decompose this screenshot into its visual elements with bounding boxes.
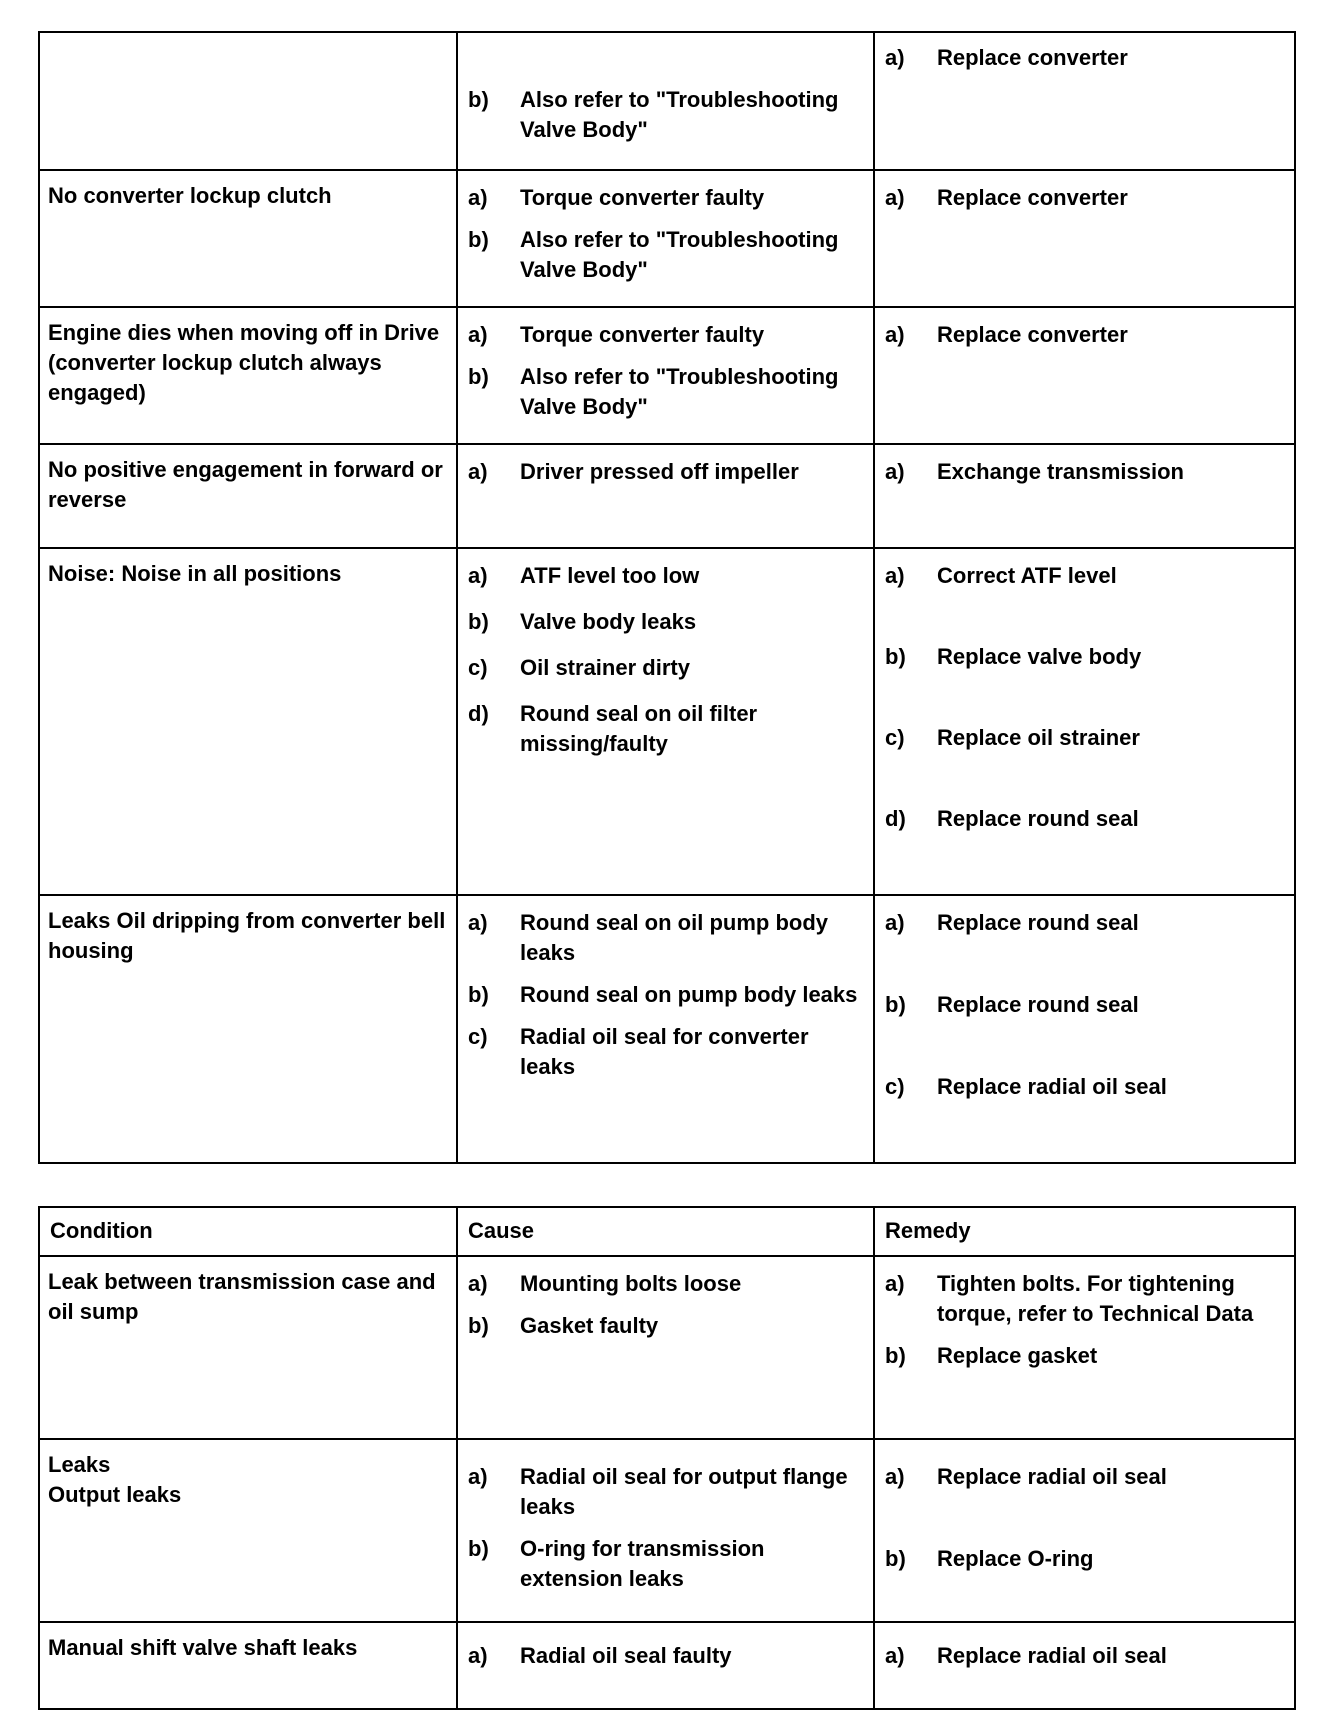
- table-row: [39, 548, 1295, 895]
- condition-cell: Leaks Oil dripping from converter bell housing: [39, 895, 457, 1163]
- cause-cell: [457, 32, 874, 170]
- condition-cell: No converter lockup clutch: [39, 170, 457, 307]
- remedy-item: a) Replace radial oil seal: [885, 1464, 1167, 1489]
- cause-cell: [457, 444, 874, 548]
- condition-cell: Leak between transmission case and oil sump: [39, 1256, 457, 1439]
- column-header-condition: Condition: [39, 1207, 457, 1256]
- remedy-cell: [874, 548, 1295, 895]
- condition-cell: Noise: Noise in all positions: [39, 548, 457, 895]
- condition-cell: [39, 32, 457, 170]
- cause-cell: [457, 895, 874, 1163]
- cause-item: a) ATF level too low: [468, 563, 700, 588]
- column-header-cause: Cause: [457, 1207, 874, 1256]
- cause-item: c) Oil strainer dirty: [468, 655, 690, 680]
- troubleshooting-table-continued: [38, 31, 1296, 1164]
- table-row: [39, 444, 1295, 548]
- cause-item: d) Round seal on oil filter missing/faulty: [468, 701, 758, 756]
- cause-item: b) Also refer to "Troubleshooting Valve Body": [468, 87, 839, 142]
- cause-item: a) Round seal on oil pump body leaks: [468, 910, 828, 965]
- condition-cell: Leaks Output leaks: [39, 1439, 457, 1622]
- table-row: [39, 32, 1295, 170]
- cause-cell: [457, 548, 874, 895]
- cause-item: a) Torque converter faulty: [468, 185, 765, 210]
- troubleshooting-table: [38, 1206, 1296, 1710]
- cause-item: b) Valve body leaks: [468, 609, 697, 634]
- remedy-item: a) Replace converter: [885, 322, 1128, 347]
- remedy-item: a) Tighten bolts. For tightening torque, refer to Technical Data: [885, 1271, 1254, 1326]
- table-header-row: [39, 1207, 1295, 1256]
- cause-cell: [457, 307, 874, 444]
- cause-item: a) Torque converter faulty: [468, 322, 765, 347]
- remedy-cell: [874, 307, 1295, 444]
- cause-item: a) Mounting bolts loose: [468, 1271, 742, 1296]
- remedy-cell: [874, 1256, 1295, 1439]
- cause-item: b) Also refer to "Troubleshooting Valve Body": [468, 364, 839, 419]
- remedy-item: a) Replace converter: [885, 185, 1128, 210]
- remedy-item: c) Replace oil strainer: [885, 725, 1140, 750]
- remedy-item: a) Exchange transmission: [885, 459, 1184, 484]
- cause-item: a) Driver pressed off impeller: [468, 459, 799, 484]
- remedy-cell: [874, 1439, 1295, 1622]
- remedy-item: a) Replace converter: [885, 45, 1128, 70]
- table-row: [39, 1439, 1295, 1622]
- table-row: [39, 1256, 1295, 1439]
- remedy-item: b) Replace gasket: [885, 1343, 1098, 1368]
- cause-item: b) Round seal on pump body leaks: [468, 982, 858, 1007]
- cause-cell: [457, 170, 874, 307]
- column-header-remedy: Remedy: [874, 1207, 1295, 1256]
- remedy-item: b) Replace valve body: [885, 644, 1142, 669]
- table-row: [39, 895, 1295, 1163]
- cause-cell: [457, 1256, 874, 1439]
- condition-cell: Manual shift valve shaft leaks: [39, 1622, 457, 1709]
- table-row: [39, 307, 1295, 444]
- remedy-item: a) Replace radial oil seal: [885, 1643, 1167, 1668]
- cause-item: c) Radial oil seal for converter leaks: [468, 1024, 809, 1079]
- remedy-cell: [874, 170, 1295, 307]
- cause-item: b) Gasket faulty: [468, 1313, 659, 1338]
- remedy-cell: [874, 895, 1295, 1163]
- remedy-item: a) Replace round seal: [885, 910, 1139, 935]
- remedy-cell: [874, 1622, 1295, 1709]
- cause-cell: [457, 1622, 874, 1709]
- remedy-cell: [874, 444, 1295, 548]
- remedy-item: a) Correct ATF level: [885, 563, 1117, 588]
- remedy-cell: [874, 32, 1295, 170]
- condition-cell: No positive engagement in forward or reverse: [39, 444, 457, 548]
- cause-item: a) Radial oil seal for output flange leaks: [468, 1464, 848, 1519]
- remedy-item: d) Replace round seal: [885, 806, 1139, 831]
- cause-item: b) Also refer to "Troubleshooting Valve Body": [468, 227, 839, 282]
- condition-cell: Engine dies when moving off in Drive (converter lockup clutch always engaged): [39, 307, 457, 444]
- table-row: [39, 1622, 1295, 1709]
- cause-item: a) Radial oil seal faulty: [468, 1643, 732, 1668]
- remedy-item: b) Replace round seal: [885, 992, 1139, 1017]
- cause-cell: [457, 1439, 874, 1622]
- remedy-item: c) Replace radial oil seal: [885, 1074, 1167, 1099]
- table-row: [39, 170, 1295, 307]
- cause-item: b) O-ring for transmission extension leaks: [468, 1536, 765, 1591]
- remedy-item: b) Replace O-ring: [885, 1546, 1094, 1571]
